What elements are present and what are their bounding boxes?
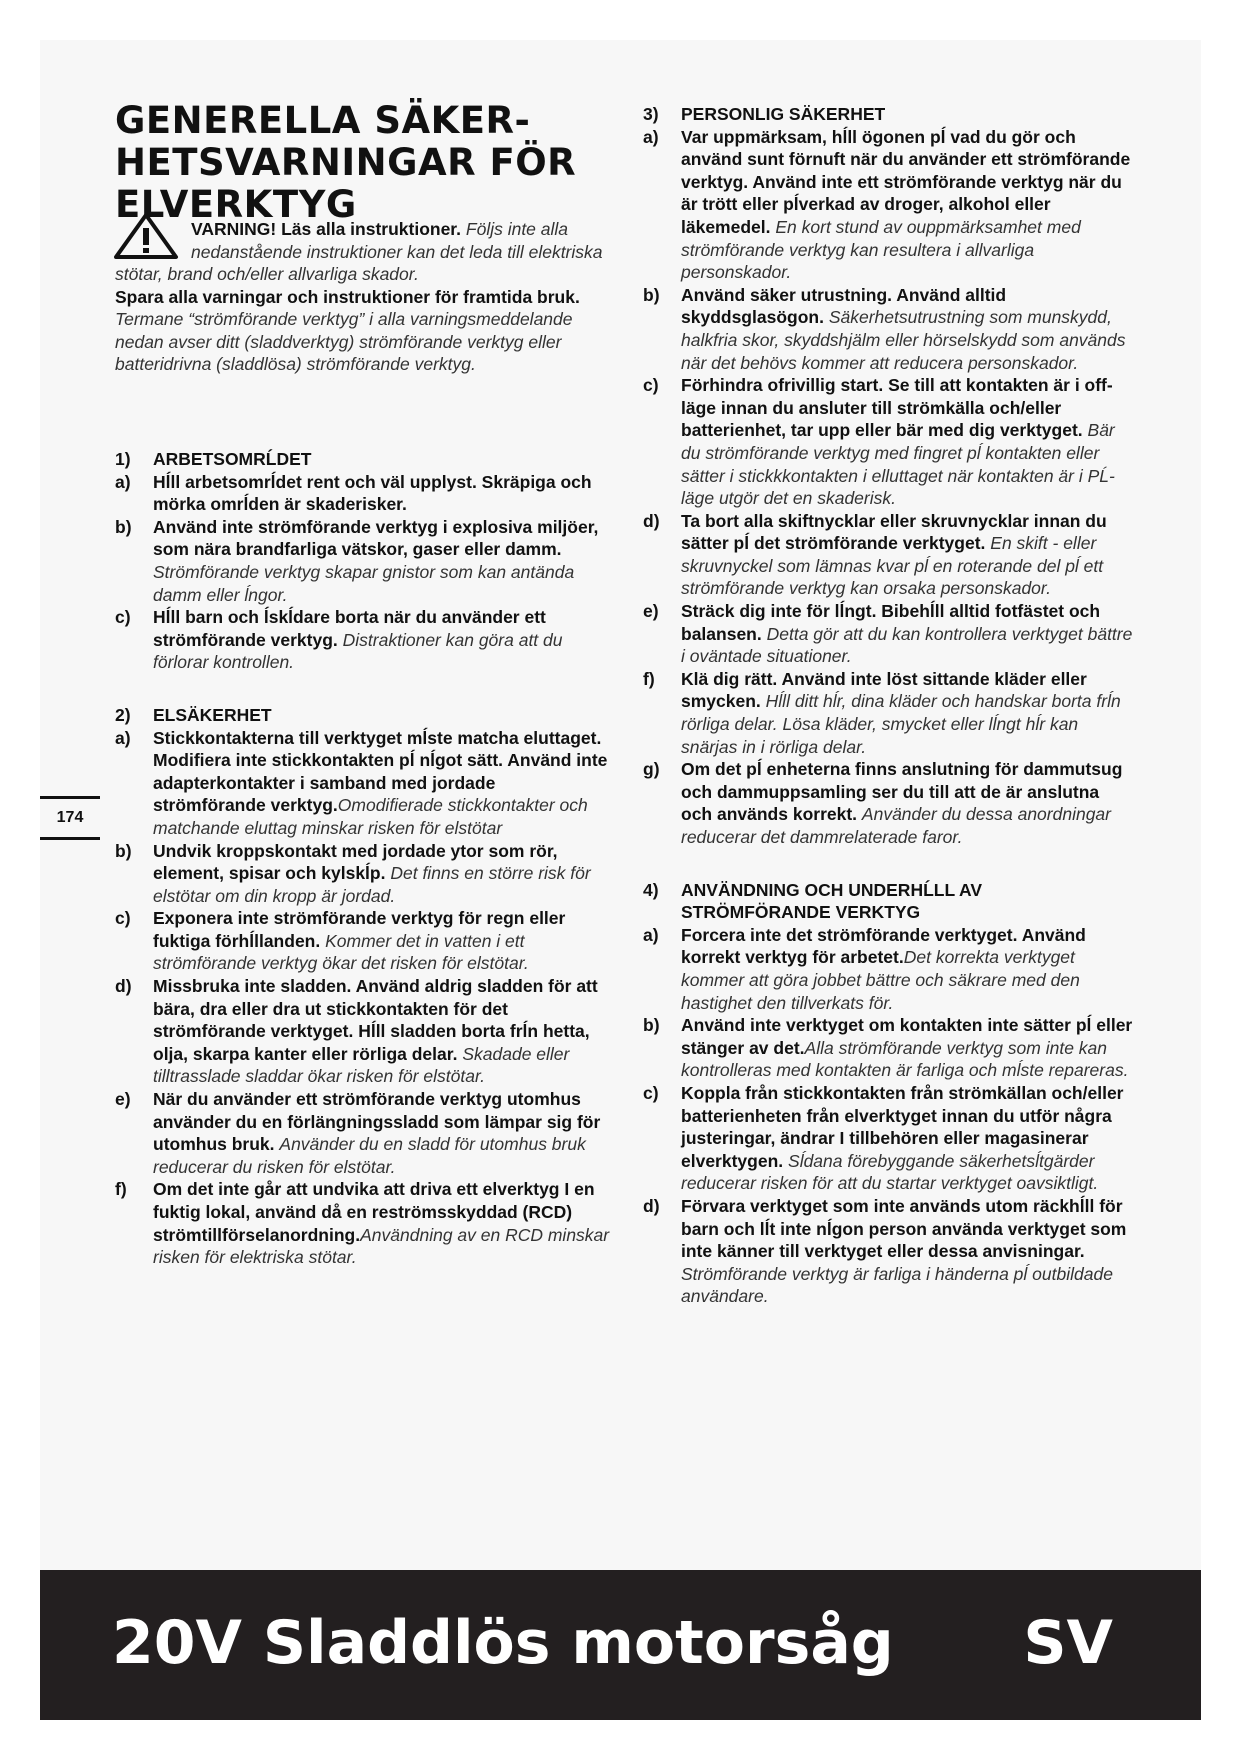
list-item: a) Var uppmärksam, hĺll ögonen pĺ vad du gör och använd sunt förnuft när du använder ett strömförande verktyg. Använd inte ett strömförande verktyg när du är trött eller pĺverkad av droger, alkohol eller läkemedel. En kort stund av ouppmärksamhet med strömförande verktyg kan resultera i allvarliga personskador. — [643, 126, 1131, 283]
list-item: g) Om det pĺ enheterna finns anslutning för dammutsug och dammuppsamling ser du till att de är anslutna och används korrekt. Använder du dessa anordningar reducerar det dammrelaterade faror. — [643, 759, 1123, 847]
section-title: ARBETSOMRĹDET — [153, 449, 312, 469]
section-heading — [115, 448, 610, 471]
list-item: b) Använd inte strömförande verktyg i explosiva miljöer, som nära brandfarliga vätskor, gaser eller damm. Strömförande verktyg skapar gnistor som kan antända damm eller ĺngor. — [115, 516, 599, 605]
list-item: b) Använd säker utrustning. Använd alltid skyddsglasögon. Säkerhetsutrustning som munskydd, halkfria skor, skyddshjälm eller hörselskydd som används när det behövs kommer att reducera personskador. — [643, 284, 1126, 373]
list-item: d) Förvara verktyget som inte används utom räckhĺll för barn och lĺt inte nĺgon person använda verktyget som inte känner till verktyget eller dessa anvisningar. Strömförande verktyg är farliga i händerna pĺ outbildade användare. — [643, 1195, 1127, 1307]
section-number: 1) — [115, 449, 131, 469]
list-item: a) Stickkontakterna till verktyget mĺste matcha eluttaget. Modifiera inte stickkontakten pĺ nĺgot sätt. Använd inte adapterkontakter i samband med jordade strömförande verktyg.Omodifierade stickkontakter och matchande eluttag minskar risken för elstötar — [115, 727, 608, 838]
list-item: d) Ta bort alla skiftnycklar eller skruvnycklar innan du sätter pĺ det strömförande verktyget. En skift - eller skruvnyckel som lämnas kvar pĺ en roterande del pĺ ett strömförande verktyg kan orsaka personskador. — [643, 510, 1107, 599]
list-item: e) När du använder ett strömförande verktyg utomhus använder du en förlängningssladd som lämpar sig för utomhus bruk. Använder du en sladd för utomhus bruk reducerar du risken för elstötar. — [115, 1089, 601, 1177]
warning-triangle-icon — [113, 212, 179, 260]
left-column — [115, 448, 610, 1269]
page-number: 174 — [40, 796, 100, 840]
section-number: 2) — [115, 704, 131, 725]
section-heading — [643, 103, 1133, 126]
section-title: PERSONLIG SÄKERHET — [681, 104, 886, 124]
section-number: 3) — [643, 104, 659, 124]
list-item: c) Exponera inte strömförande verktyg för regn eller fuktiga förhĺllanden. Kommer det in vatten i ett strömförande verktyg ökar det risken för elstötar. — [115, 908, 566, 974]
language-code: SV — [1023, 1608, 1113, 1678]
section-title: ANVÄNDNING OCH UNDERHĹLL AV STRÖMFÖRANDE VERKTYG — [681, 879, 983, 923]
list-item: c) Hĺll barn och ĺskĺdare borta när du använder ett strömförande verktyg. Distraktioner kan göra att du förlorar kontrollen. — [115, 607, 563, 673]
section-work-area — [115, 448, 610, 674]
section-use-and-care — [643, 879, 1133, 1308]
section-title: ELSÄKERHET — [153, 704, 272, 725]
product-title: 20V Sladdlös motorsåg — [112, 1608, 894, 1678]
page-title: GENERELLA SÄKER-HETSVARNINGAR FÖR ELVERKTYG — [115, 99, 577, 226]
warning-block — [115, 218, 605, 376]
list-item: b) Undvik kroppskontakt med jordade ytor som rör, element, spisar och kylskĺp. Det finns en större risk för elstötar om din kropp är jordad. — [115, 840, 591, 906]
save-instructions: Spara alla varningar och instruktioner för framtida bruk. — [115, 286, 580, 307]
warning-lead: VARNING! Läs alla instruktioner. — [191, 219, 462, 239]
list-item: c) Förhindra ofrivillig start. Se till att kontakten är i off-läge innan du ansluter till strömkälla och/eller batterienhet, tar upp eller bär med dig verktyget. Bär du strömförande verktyg med fingret pĺ kontakten eller sätter i stickkkontakten i elluttaget när kontakten är i PĹ-läge utgör det en skaderisk. — [643, 375, 1115, 509]
list-item: e) Sträck dig inte för lĺngt. Bibehĺll alltid fotfästet och balansen. Detta gör att du kan kontrollera verktyget bättre i oväntade situationer. — [643, 601, 1133, 667]
footer-banner — [40, 1570, 1201, 1720]
section-personal-safety — [643, 103, 1133, 849]
list-item: c) Koppla från stickkontakten från strömkällan och/eller batterienheten från elverktyget innan du utför några justeringar, ändrar I tillbehören eller magasinerar elverktygen. Sĺdana förebyggande säkerhetsĺtgärder reducerar risken för att du startar verktyget oavsiktligt. — [643, 1082, 1124, 1194]
section-heading — [643, 879, 1133, 924]
list-item: f) Klä dig rätt. Använd inte löst sittande kläder eller smycken. Hĺll ditt hĺr, dina kläder och handskar borta frĺn rörliga delar. Lösa kläder, smycket eller lĺngt hĺr kan snärjas in i rörliga delar. — [643, 668, 1121, 757]
warning-text: Följs inte alla nedanstående instruktioner kan det leda till elektriska stötar, brand och/eller allvarliga skador. — [115, 219, 603, 284]
list-item: a) Hĺll arbetsomrĺdet rent och väl upplyst. Skräpiga och mörka omrĺden är skaderisker. — [115, 471, 592, 515]
right-column — [643, 103, 1133, 1308]
section-number: 4) — [643, 879, 659, 900]
list-item: d) Missbruka inte sladden. Använd aldrig sladden för att bära, dra eller dra ut stickkontakten för det strömförande verktyget. Hĺll sladden borta frĺn hetta, olja, skarpa kanter eller rörliga delar. Skadade eller tilltrasslade sladdar ökar risken för elstötar. — [115, 976, 598, 1087]
list-item: a) Forcera inte det strömförande verktyget. Använd korrekt verktyg för arbetet.Det korrekta verktyget kommer att göra jobbet bättre och säkrare med den hastighet den tillverkats för. — [643, 924, 1086, 1013]
list-item: b) Använd inte verktyget om kontakten inte sätter pĺ eller stänger av det.Alla strömförande verktyg som inte kan kontrolleras med kontakten är farliga och mĺste repareras. — [643, 1015, 1133, 1081]
terms-note: Termane “strömförande verktyg” i alla varningsmeddelande nedan avser ditt (sladdverktyg) strömförande verktyg eller batteridrivna (sladdlösa) strömförande verktyg. — [115, 309, 573, 374]
list-item: f) Om det inte går att undvika att driva ett elverktyg I en fuktig lokal, använd då en reströmsskyddad (RCD) strömtillförselanordning.Användning av en RCD minskar risken för elektriska stötar. — [115, 1179, 610, 1268]
section-heading — [115, 704, 610, 727]
section-electrical-safety — [115, 704, 610, 1269]
